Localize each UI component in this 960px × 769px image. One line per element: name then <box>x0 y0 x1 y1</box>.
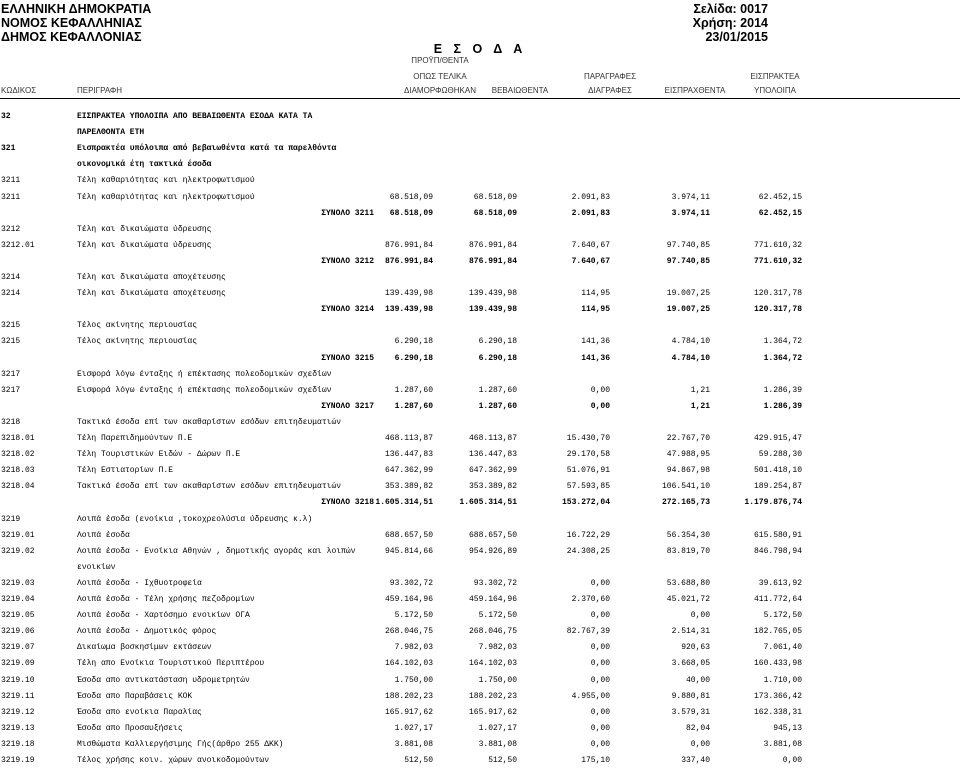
value-diagrafes: 0,00 <box>590 659 610 669</box>
value-ypoloipa: 945,13 <box>773 723 802 733</box>
value-ypoloipa: 501.418,10 <box>753 466 802 476</box>
row-description: Τέλος χρήσης κοιν. χώρων ανοικοδομούντων <box>77 756 270 765</box>
value-eispraxthenta: 40,00 <box>685 675 710 685</box>
value-vevaiothenta: 5.172,50 <box>478 611 517 621</box>
row-description: Λοιπά έσοδα - Χαρτόσημο ενοικίων ΟΓΑ <box>77 611 250 621</box>
value-ypoloipa: 62.452,15 <box>758 208 802 218</box>
table-row <box>0 721 960 737</box>
row-description: Τακτικά έσοδα επί των ακαθαρίστων εσόδων επιτηδευματιών <box>77 417 342 427</box>
row-code: 3219.06 <box>1 627 35 637</box>
value-eispraxthenta: 272.165,73 <box>661 498 710 508</box>
row-description: Τέλη και δικαιώματα αποχέτευσης <box>77 289 226 299</box>
value-eispraxthenta: 19.007,25 <box>666 305 710 315</box>
row-description: Τακτικά έσοδα επί των ακαθαρίστων εσόδων επιτηδευματιών <box>77 482 342 492</box>
value-eispraxthenta: 0,00 <box>690 739 710 749</box>
value-ypoloipa: 7.061,40 <box>763 643 802 653</box>
row-description: Τέλη Εστιατορίων Π.Ε <box>77 466 174 476</box>
table-row <box>0 673 960 689</box>
value-vevaiothenta: 188.202,23 <box>468 691 517 701</box>
value-diamorfothikan: 268.046,75 <box>384 627 433 637</box>
value-diamorfothikan: 688.657,50 <box>384 530 433 540</box>
header-prefecture: ΝΟΜΟΣ ΚΕΦΑΛΛΗΝΙΑΣ <box>1 16 142 30</box>
row-description: Λοιπά έσοδα (ενοίκια ,τοκοχρεολύσια ύδρευσης κ.λ) <box>77 514 313 524</box>
row-code: 3215 <box>1 337 21 347</box>
value-diagrafes: 0,00 <box>590 611 610 621</box>
value-ypoloipa: 182.765,05 <box>753 627 802 637</box>
value-vevaiothenta: 468.113,87 <box>468 434 517 443</box>
value-ypoloipa: 846.798,94 <box>753 546 802 556</box>
value-vevaiothenta: 876.991,84 <box>468 256 517 266</box>
table-row <box>0 109 960 125</box>
value-diagrafes: 114,95 <box>581 289 610 299</box>
table-row <box>0 447 960 463</box>
value-diagrafes: 7.640,67 <box>571 240 610 250</box>
row-code: 3219.11 <box>1 691 35 701</box>
value-diagrafes: 0,00 <box>590 707 610 717</box>
value-eispraxthenta: 4.784,10 <box>671 337 710 347</box>
subtotal-label: ΣΥΝΟΛΟ 3211 <box>321 208 374 218</box>
value-ypoloipa: 1.364,72 <box>763 337 802 347</box>
row-description: Λοιπά έσοδα <box>77 530 130 540</box>
row-description: Τέλη Τουριστικών Ειδών - Δώρων Π.Ε <box>77 450 241 460</box>
value-eispraxthenta: 106.541,10 <box>661 482 710 492</box>
value-diamorfothikan: 7.982,03 <box>394 643 433 653</box>
col-perigrafi: ΠΕΡΙΓΡΑΦΗ <box>77 86 123 95</box>
table-row <box>0 173 960 189</box>
value-diamorfothikan: 1.287,60 <box>394 385 433 395</box>
value-diagrafes: 114,95 <box>581 305 610 315</box>
row-description: ΠΑΡΕΛΘΟΝΤΑ ΕΤΗ <box>77 128 145 138</box>
table-row <box>0 705 960 721</box>
row-description: ενοικίων <box>77 562 116 572</box>
row-code: 3211 <box>1 192 21 202</box>
value-diagrafes: 141,36 <box>581 353 610 363</box>
value-ypoloipa: 771.610,32 <box>753 240 802 250</box>
value-diamorfothikan: 1.605.314,51 <box>375 498 433 508</box>
value-eispraxthenta: 337,40 <box>681 756 710 765</box>
value-diamorfothikan: 1.287,60 <box>394 401 433 411</box>
value-diamorfothikan: 1.750,00 <box>394 675 433 685</box>
value-vevaiothenta: 268.046,75 <box>468 627 517 637</box>
row-code: 3219.10 <box>1 675 35 685</box>
row-description: Τέλη καθαριότητας και ηλεκτροφωτισμού <box>77 192 255 202</box>
row-code: 3218.03 <box>1 466 35 476</box>
col-kodikos: ΚΩΔΙΚΟΣ <box>1 86 37 95</box>
header-page: Σελίδα: 0017 <box>693 2 768 16</box>
value-diagrafes: 51.076,91 <box>566 466 610 476</box>
table-row <box>0 624 960 640</box>
value-diagrafes: 0,00 <box>590 401 610 411</box>
row-description: Λοιπά έσοδα - Ενοίκια Αθηνών , δημοτικής αγοράς και λοιπών <box>77 546 356 556</box>
value-eispraxthenta: 83.819,70 <box>666 546 710 556</box>
row-code: 3212.01 <box>1 240 35 250</box>
table-row <box>0 656 960 672</box>
table-row <box>0 592 960 608</box>
value-vevaiothenta: 6.290,18 <box>478 353 517 363</box>
table-row <box>0 415 960 431</box>
value-eispraxthenta: 3.974,11 <box>671 208 710 218</box>
value-ypoloipa: 173.366,42 <box>753 691 802 701</box>
table-row <box>0 190 960 206</box>
value-ypoloipa: 120.317,78 <box>753 289 802 299</box>
value-vevaiothenta: 139.439,98 <box>468 305 517 315</box>
row-code: 3214 <box>1 289 21 299</box>
value-eispraxthenta: 82,04 <box>685 723 710 733</box>
table-row <box>0 157 960 173</box>
value-diagrafes: 175,10 <box>581 756 610 765</box>
value-eispraxthenta: 920,63 <box>681 643 710 653</box>
value-eispraxthenta: 56.354,30 <box>666 530 710 540</box>
subtotal-label: ΣΥΝΟΛΟ 3217 <box>321 401 374 411</box>
value-diagrafes: 0,00 <box>590 723 610 733</box>
header-date: 23/01/2015 <box>705 30 768 44</box>
value-ypoloipa: 0,00 <box>782 756 802 765</box>
value-diagrafes: 153.272,04 <box>561 498 610 508</box>
subtotal-label: ΣΥΝΟΛΟ 3212 <box>321 256 374 266</box>
value-eispraxthenta: 53.688,80 <box>666 578 710 588</box>
row-code: 3219.02 <box>1 546 35 556</box>
col-diagrafes: ΔΙΑΓΡΑΦΕΣ <box>588 86 632 95</box>
value-ypoloipa: 1.286,39 <box>763 385 802 395</box>
row-code: 3219.12 <box>1 707 35 717</box>
value-vevaiothenta: 1.287,60 <box>478 401 517 411</box>
row-description: οικονομικά έτη τακτικά έσοδα <box>77 160 212 170</box>
row-description: Εισφορά λόγω ένταξης ή επέκτασης πολεοδομικών σχεδίων <box>77 369 332 379</box>
value-diamorfothikan: 139.439,98 <box>384 305 433 315</box>
value-diagrafes: 82.767,39 <box>566 627 610 637</box>
row-code: 3219.19 <box>1 756 35 765</box>
subtotal-label: ΣΥΝΟΛΟ 3218 <box>321 498 374 508</box>
value-ypoloipa: 1.179.876,74 <box>744 498 802 508</box>
value-diamorfothikan: 164.102,03 <box>384 659 433 669</box>
row-description: Τέλη και δικαιώματα ύδρευσης <box>77 224 212 234</box>
value-eispraxthenta: 19.007,25 <box>666 289 710 299</box>
table-row <box>0 318 960 334</box>
value-ypoloipa: 62.452,15 <box>758 192 802 202</box>
value-diamorfothikan: 93.302,72 <box>389 578 433 588</box>
row-description: Λοιπά έσοδα - Ιχθυοτροφεία <box>77 578 202 588</box>
value-eispraxthenta: 3.668,05 <box>671 659 710 669</box>
row-code: 32 <box>1 112 11 121</box>
subtotal-row <box>0 302 960 318</box>
value-ypoloipa: 162.338,31 <box>753 707 802 717</box>
row-description: Τέλη και δικαιώματα ύδρευσης <box>77 240 212 250</box>
row-description: Έσοδα απο αντικατάσταση υδρομετρητών <box>77 675 250 685</box>
value-ypoloipa: 615.580,91 <box>753 530 802 540</box>
value-diamorfothikan: 6.290,18 <box>394 353 433 363</box>
table-row <box>0 270 960 286</box>
value-vevaiothenta: 7.982,03 <box>478 643 517 653</box>
row-description: Εισπρακτέα υπόλοιπα από βεβαιωθέντα κατά τα παρελθόντα <box>77 144 337 154</box>
value-diagrafes: 0,00 <box>590 675 610 685</box>
value-ypoloipa: 3.881,08 <box>763 739 802 749</box>
value-ypoloipa: 5.172,50 <box>763 611 802 621</box>
value-diamorfothikan: 68.518,09 <box>389 208 433 218</box>
value-vevaiothenta: 954.926,89 <box>468 546 517 556</box>
row-description: Τέλη και δικαιώματα αποχέτευσης <box>77 273 226 282</box>
row-description: Λοιπά έσοδα - Τέλη χρήσης πεζοδρομίων <box>77 595 255 604</box>
col-ypoloipa: ΥΠΟΛΟΙΠΑ <box>754 86 796 95</box>
value-eispraxthenta: 94.867,98 <box>666 466 710 476</box>
table-row <box>0 689 960 705</box>
row-description: Τέλη καθαριότητας και ηλεκτροφωτισμού <box>77 176 255 186</box>
row-code: 3217 <box>1 385 21 395</box>
value-vevaiothenta: 3.881,08 <box>478 739 517 749</box>
row-code: 3219.18 <box>1 739 35 749</box>
row-code: 3219.03 <box>1 578 35 588</box>
row-code: 3218 <box>1 417 21 427</box>
value-diagrafes: 4.955,00 <box>571 691 610 701</box>
value-diagrafes: 2.370,60 <box>571 595 610 604</box>
row-description: Έσοδα απο Προσαυξήσεις <box>77 723 183 733</box>
value-ypoloipa: 411.772,64 <box>753 595 802 604</box>
col-opos-telika: ΟΠΩΣ ΤΕΛΙΚΑ <box>413 72 467 81</box>
row-code: 3215 <box>1 321 21 331</box>
row-description: Τέλος ακίνητης περιουσίας <box>77 337 198 347</box>
value-ypoloipa: 120.317,78 <box>753 305 802 315</box>
row-code: 3219.01 <box>1 530 35 540</box>
value-diamorfothikan: 3.881,08 <box>394 739 433 749</box>
value-ypoloipa: 1.710,00 <box>763 675 802 685</box>
row-code: 3219.07 <box>1 643 35 653</box>
row-code: 3218.01 <box>1 434 35 443</box>
value-diamorfothikan: 353.389,82 <box>384 482 433 492</box>
value-diamorfothikan: 136.447,83 <box>384 450 433 460</box>
table-row <box>0 383 960 399</box>
row-code: 3218.02 <box>1 450 35 460</box>
value-vevaiothenta: 1.287,60 <box>478 385 517 395</box>
value-eispraxthenta: 3.974,11 <box>671 192 710 202</box>
table-row <box>0 367 960 383</box>
value-vevaiothenta: 1.750,00 <box>478 675 517 685</box>
value-vevaiothenta: 1.027,17 <box>478 723 517 733</box>
value-eispraxthenta: 9.880,81 <box>671 691 710 701</box>
value-diamorfothikan: 5.172,50 <box>394 611 433 621</box>
row-code: 3219.13 <box>1 723 35 733</box>
header-state: ΕΛΛΗΝΙΚΗ ΔΗΜΟΚΡΑΤΙΑ <box>1 2 152 16</box>
value-ypoloipa: 59.288,30 <box>758 450 802 460</box>
value-eispraxthenta: 4.784,10 <box>671 353 710 363</box>
row-description: Μισθώματα Καλλιεργήσιμης Γής(άρθρο 255 ΔΚΚ) <box>77 739 284 749</box>
value-diamorfothikan: 647.362,99 <box>384 466 433 476</box>
value-ypoloipa: 771.610,32 <box>753 256 802 266</box>
row-description: Εισφορά λόγω ένταξης ή επέκτασης πολεοδομικών σχεδίων <box>77 385 332 395</box>
table-row <box>0 463 960 479</box>
row-description: Δικαίωμα βοσκησίμων εκτάσεων <box>77 643 212 653</box>
subtotal-row <box>0 206 960 222</box>
value-vevaiothenta: 139.439,98 <box>468 289 517 299</box>
value-diagrafes: 57.593,85 <box>566 482 610 492</box>
value-vevaiothenta: 688.657,50 <box>468 530 517 540</box>
subtotal-row <box>0 254 960 270</box>
value-eispraxthenta: 45.021,72 <box>666 595 710 604</box>
table-row <box>0 512 960 528</box>
value-diagrafes: 2.091,83 <box>571 208 610 218</box>
value-ypoloipa: 1.364,72 <box>763 353 802 363</box>
header-year: Χρήση: 2014 <box>692 16 768 30</box>
value-vevaiothenta: 353.389,82 <box>468 482 517 492</box>
col-vevaiothenta: ΒΕΒΑΙΩΘΕΝΤΑ <box>491 86 549 95</box>
subtotal-row <box>0 351 960 367</box>
table-row <box>0 753 960 769</box>
subtotal-label: ΣΥΝΟΛΟ 3215 <box>321 353 374 363</box>
value-diagrafes: 141,36 <box>581 337 610 347</box>
value-eispraxthenta: 97.740,85 <box>666 240 710 250</box>
table-row <box>0 560 960 576</box>
row-code: 3219.04 <box>1 595 35 604</box>
value-vevaiothenta: 459.164,96 <box>468 595 517 604</box>
header-rule <box>0 98 960 99</box>
value-vevaiothenta: 876.991,84 <box>468 240 517 250</box>
row-description: Λοιπά έσοδα - Δημοτικός φόρος <box>77 627 217 637</box>
page-title: Ε Σ Ο Δ Α <box>433 42 527 56</box>
value-vevaiothenta: 6.290,18 <box>478 337 517 347</box>
row-description: Τέλος ακίνητης περιουσίας <box>77 321 198 331</box>
table-row <box>0 238 960 254</box>
table-row <box>0 737 960 753</box>
value-vevaiothenta: 647.362,99 <box>468 466 517 476</box>
row-description: Τέλη Παρεπιδημούντων Π.Ε <box>77 434 193 443</box>
row-description: Τέλη απο Ενοίκια Τουριστικού Περιπτέρου <box>77 659 265 669</box>
value-eispraxthenta: 47.988,95 <box>666 450 710 460</box>
subtotal-label: ΣΥΝΟΛΟ 3214 <box>321 305 374 315</box>
col-eispraktea: ΕΙΣΠΡΑΚΤΕΑ <box>750 72 800 81</box>
value-diamorfothikan: 139.439,98 <box>384 289 433 299</box>
value-diamorfothikan: 1.027,17 <box>394 723 433 733</box>
value-eispraxthenta: 1,21 <box>690 385 710 395</box>
row-description: ΕΙΣΠΡΑΚΤΕΑ ΥΠΟΛΟΙΠΑ ΑΠΟ ΒΕΒΑΙΩΘΕΝΤΑ ΕΣΟΔΑ ΚΑΤΑ ΤΑ <box>77 112 313 121</box>
value-diagrafes: 0,00 <box>590 578 610 588</box>
row-code: 3218.04 <box>1 482 35 492</box>
table-row <box>0 608 960 624</box>
value-diagrafes: 2.091,83 <box>571 192 610 202</box>
value-diamorfothikan: 468.113,87 <box>384 434 433 443</box>
table-row <box>0 141 960 157</box>
row-code: 3212 <box>1 224 21 234</box>
value-ypoloipa: 429.915,47 <box>753 434 802 443</box>
row-code: 3219 <box>1 514 21 524</box>
row-code: 3219.09 <box>1 659 35 669</box>
col-paragrafes: ΠΑΡΑΓΡΑΦΕΣ <box>583 72 637 81</box>
value-diagrafes: 0,00 <box>590 739 610 749</box>
value-vevaiothenta: 136.447,83 <box>468 450 517 460</box>
value-ypoloipa: 160.433,98 <box>753 659 802 669</box>
value-diamorfothikan: 68.518,09 <box>389 192 433 202</box>
value-eispraxthenta: 97.740,85 <box>666 256 710 266</box>
table-row <box>0 479 960 495</box>
row-code: 3217 <box>1 369 21 379</box>
row-description: Έσοδα απο ενοίκια Παραλίας <box>77 707 202 717</box>
table-row <box>0 544 960 560</box>
table-row <box>0 125 960 141</box>
table-row <box>0 528 960 544</box>
value-diamorfothikan: 6.290,18 <box>394 337 433 347</box>
row-code: 3214 <box>1 273 21 282</box>
value-diagrafes: 0,00 <box>590 643 610 653</box>
header-right <box>693 2 768 44</box>
value-diamorfothikan: 512,50 <box>404 756 433 765</box>
value-eispraxthenta: 0,00 <box>690 611 710 621</box>
subtotal-row <box>0 495 960 511</box>
value-diagrafes: 24.308,25 <box>566 546 610 556</box>
subtotal-row <box>0 399 960 415</box>
table-row <box>0 334 960 350</box>
value-diagrafes: 16.722,29 <box>566 530 610 540</box>
col-proyp: ΠΡΟΫΠ/ΘΕΝΤΑ <box>411 56 469 65</box>
value-ypoloipa: 39.613,92 <box>758 578 802 588</box>
value-vevaiothenta: 165.917,62 <box>468 707 517 717</box>
value-diamorfothikan: 188.202,23 <box>384 691 433 701</box>
value-eispraxthenta: 2.514,31 <box>671 627 710 637</box>
value-diagrafes: 15.430,70 <box>566 434 610 443</box>
table-row <box>0 640 960 656</box>
row-code: 3219.05 <box>1 611 35 621</box>
value-vevaiothenta: 164.102,03 <box>468 659 517 669</box>
value-diamorfothikan: 876.991,84 <box>384 256 433 266</box>
value-diamorfothikan: 876.991,84 <box>384 240 433 250</box>
row-description: Έσοδα απο Παραβάσεις ΚΟΚ <box>77 691 193 701</box>
value-vevaiothenta: 512,50 <box>488 756 517 765</box>
value-eispraxthenta: 1,21 <box>690 401 710 411</box>
value-diagrafes: 29.170,58 <box>566 450 610 460</box>
table-row <box>0 222 960 238</box>
value-vevaiothenta: 68.518,09 <box>473 208 517 218</box>
value-diagrafes: 7.640,67 <box>571 256 610 266</box>
table-row <box>0 286 960 302</box>
value-vevaiothenta: 68.518,09 <box>473 192 517 202</box>
value-ypoloipa: 1.286,39 <box>763 401 802 411</box>
value-diagrafes: 0,00 <box>590 385 610 395</box>
value-diamorfothikan: 459.164,96 <box>384 595 433 604</box>
value-vevaiothenta: 1.605.314,51 <box>459 498 517 508</box>
header-left <box>1 2 151 44</box>
value-eispraxthenta: 3.579,31 <box>671 707 710 717</box>
header-municipality: ΔΗΜΟΣ ΚΕΦΑΛΛΟΝΙΑΣ <box>1 30 142 44</box>
value-vevaiothenta: 93.302,72 <box>473 578 517 588</box>
value-diamorfothikan: 945.814,66 <box>384 546 433 556</box>
col-diamorfothikan: ΔΙΑΜΟΡΦΩΘΗΚΑΝ <box>404 86 476 95</box>
table-row <box>0 431 960 447</box>
value-eispraxthenta: 22.767,70 <box>666 434 710 443</box>
table-row <box>0 576 960 592</box>
value-ypoloipa: 189.254,87 <box>753 482 802 492</box>
value-diamorfothikan: 165.917,62 <box>384 707 433 717</box>
row-code: 321 <box>1 144 16 154</box>
row-code: 3211 <box>1 176 21 186</box>
col-eispraxthenta: ΕΙΣΠΡΑΧΘΕΝΤΑ <box>664 86 726 95</box>
